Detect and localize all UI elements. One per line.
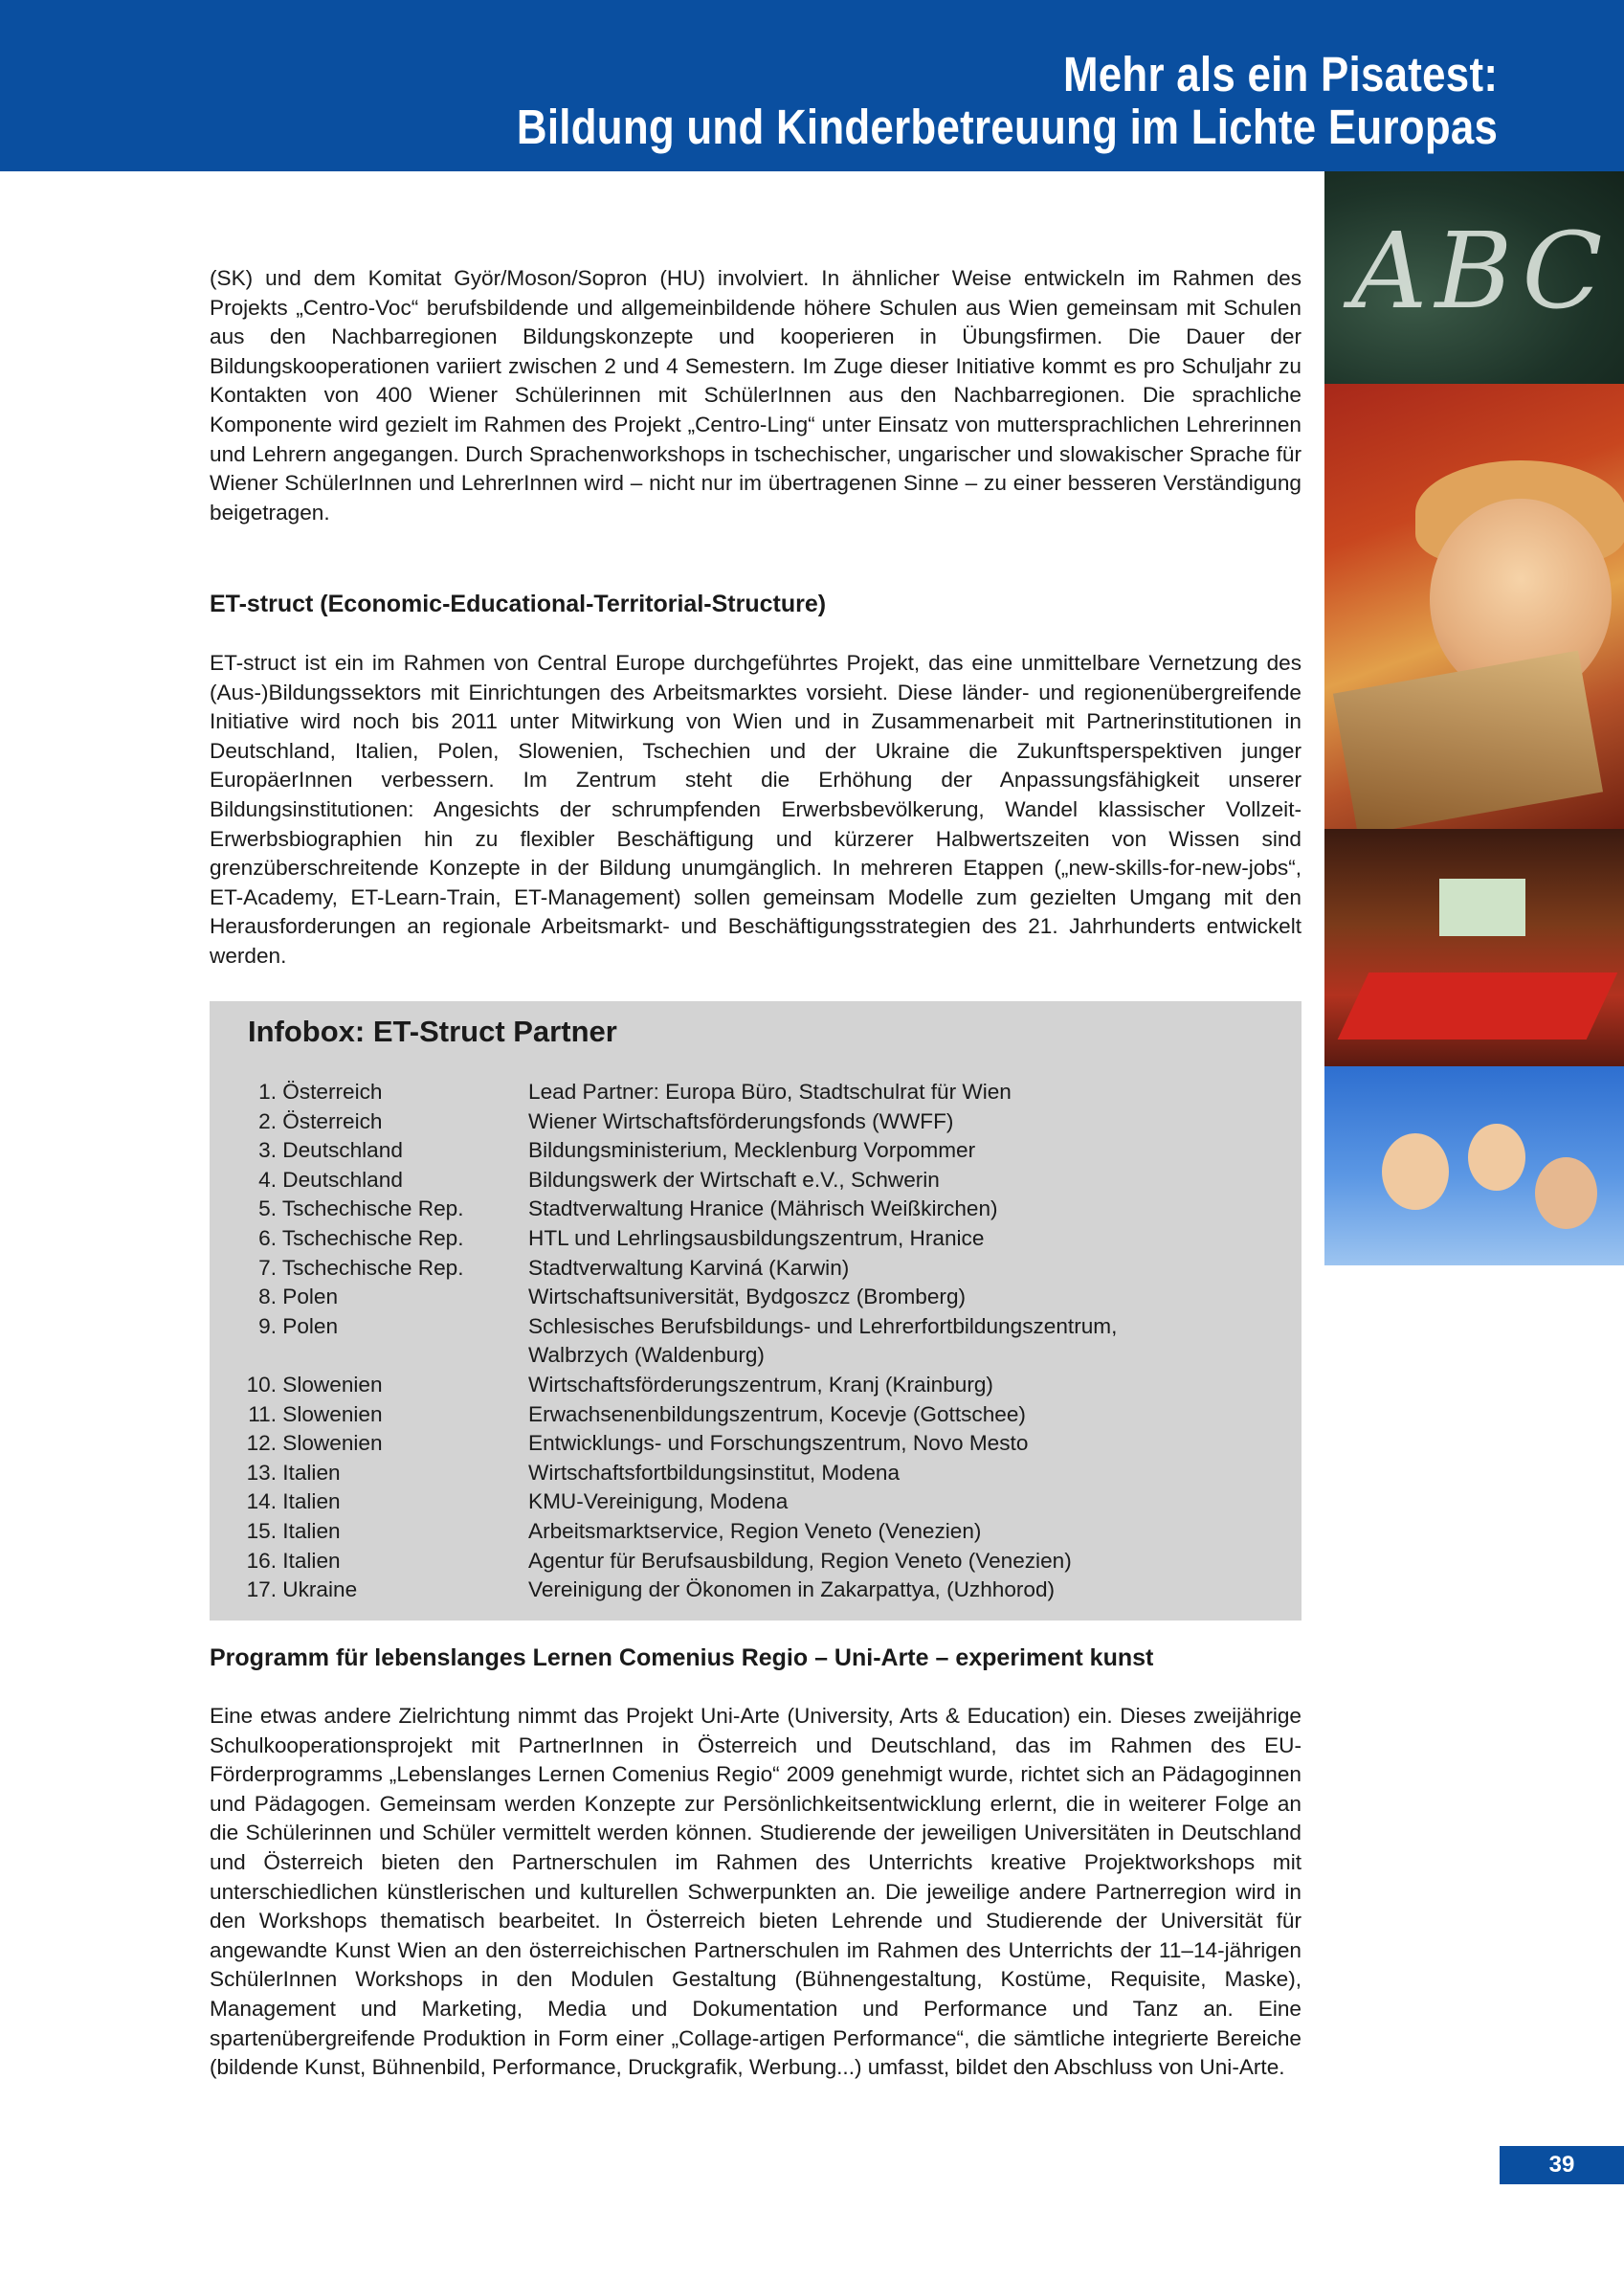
- partner-row: 11. Slowenien Erwachsenenbildungszentrum, Kocevje (Gottschee): [248, 1401, 1026, 1426]
- uniarte-paragraph: Eine etwas andere Zielrichtung nimmt das Projekt Uni-Arte (University, Arts & Education) ein. Dieses zweijährige Schulkooperationsprojekt mit PartnerInnen in Österreich und Deutschland, das im Rahmen des EU-Förderprogramms „Lebenslanges Lernen Comenius Regio“ 2009 genehmigt wurde, richtet sich an Pädagoginnen und Pädagogen. Gemeinsam werden Konzepte zur Persönlichkeitsentwicklung erlernt, die in weiterer Folge an die Schülerinnen und Schüler vermittelt werden können. Studierende der jeweiligen Universitäten in Deutschland und Österreich bieten den Partnerschulen im Rahmen des Unterrichts kreative Projektworkshops mit unterschiedlichen künstlerischen und kulturellen Schwerpunkten an. Die jeweilige andere Partnerregion wird in den Workshops thematisch bearbeitet. In Österreich bieten Lehrende und Studierende der Universität für angewandte Kunst Wien an den österreichischen Partnerschulen im Rahmen des Unterrichts der 11–14-jährigen SchülerInnen Workshops in den Modulen Gestaltung (Bühnengestaltung, Kostüme, Requisite, Maske), Management und Marketing, Media und Dokumentation und Performance und Tanz an. Eine spartenübergreifende Produktion in Form einer „Collage-artigen Performance“, die sämtliche integrierte Bereiche (bildende Kunst, Bühnenbild, Performance, Druckgrafik, Werbung...) umfasst, bildet den Abschluss von Uni-Arte.: [210, 1704, 1301, 2080]
- partner-row: 4. Deutschland Bildungswerk der Wirtschaft e.V., Schwerin: [258, 1167, 940, 1192]
- etstruct-paragraph: ET-struct ist ein im Rahmen von Central Europe durchgeführtes Projekt, das eine unmittelbare Vernetzung des (Aus-)Bildungssektors mit Einrichtungen des Arbeitsmarktes vorsieht. Diese länder- und regionenübergreifende Initiative wird noch bis 2011 unter Mitwirkung von Wien und in Zusammenarbeit mit Partnerinstitutionen in Deutschland, Italien, Polen, Slowenien, Tschechien und der Ukraine die Zukunftsperspektiven junger EuropäerInnen verbessern. Im Zentrum steht die Erhöhung der Anpassungsfähigkeit unserer Bildungsinstitutionen: Angesichts der schrumpfenden Erwerbsbevölkerung, Wandel klassischer Vollzeit-Erwerbsbiographien hin zu flexibler Beschäftigung und kürzerer Halbwertszeiten von Wissen sind grenzüberschreitende Konzepte in der Bildung unumgänglich. In mehreren Etappen („new-skills-for-new-jobs“, ET-Academy, ET-Learn-Train, ET-Management) sollen gemeinsam Modelle zum gezielten Umgang mit den Herausforderungen an regionale Arbeitsmarkt- und Beschäftigungsstrategien des 21. Jahrhunderts entwickelt werden.: [210, 651, 1301, 968]
- uniarte-heading: Programm für lebenslanges Lernen Comenius Regio – Uni-Arte – experiment kunst: [210, 1644, 1154, 1671]
- reading-child-photo: [1324, 384, 1624, 829]
- partner-row: 7. Tschechische Rep. Stadtverwaltung Karviná (Karwin): [258, 1255, 850, 1280]
- page-title: [516, 47, 1498, 155]
- photo-column: [1324, 171, 1624, 1265]
- partner-row: 2. Österreich Wiener Wirtschaftsförderungsfonds (WWFF): [258, 1108, 954, 1133]
- infobox-partners: [210, 1001, 1301, 1621]
- chalkboard-abc-photo: [1324, 171, 1624, 384]
- partner-row: 14. Italien KMU-Vereinigung, Modena: [246, 1489, 789, 1514]
- partner-row: 12. Slowenien Entwicklungs- und Forschungszentrum, Novo Mesto: [246, 1431, 1029, 1456]
- partner-row: 8. Polen Wirtschaftsuniversität, Bydgoszcz (Bromberg): [258, 1285, 967, 1309]
- page-title-line-1: Mehr als ein Pisatest:: [1062, 47, 1498, 101]
- partner-row: 13. Italien Wirtschaftsfortbildungsinstitut, Modena: [246, 1460, 901, 1485]
- partner-row: 6. Tschechische Rep. HTL und Lehrlingsausbildungszentrum, Hranice: [258, 1225, 985, 1250]
- page-number: 39: [1500, 2146, 1624, 2184]
- partner-row: 17. Ukraine Vereinigung der Ökonomen in Zakarpattya, (Uzhhorod): [246, 1577, 1056, 1602]
- header-band: [0, 0, 1624, 171]
- conference-room-photo: [1324, 829, 1624, 1066]
- partner-row: 10. Slowenien Wirtschaftsförderungszentrum, Kranj (Krainburg): [246, 1372, 993, 1397]
- partner-row: 16. Italien Agentur für Berufsausbildung, Region Veneto (Venezien): [246, 1548, 1072, 1573]
- etstruct-block: [210, 649, 1301, 972]
- chalk-lettering: ABC: [1351, 210, 1611, 332]
- intro-block: [210, 264, 1301, 527]
- partner-row: 5. Tschechische Rep. Stadtverwaltung Hranice (Mährisch Weißkirchen): [258, 1196, 998, 1221]
- infobox-title: Infobox: ET-Struct Partner: [248, 1015, 617, 1048]
- uniarte-block: [210, 1702, 1301, 2083]
- partner-row: 15. Italien Arbeitsmarktservice, Region Veneto (Venezien): [246, 1518, 982, 1543]
- cheering-kids-photo: [1324, 1066, 1624, 1265]
- partner-list: [244, 1078, 1278, 1605]
- page-title-line-2: Bildung und Kinderbetreuung im Lichte Europas: [516, 100, 1498, 154]
- intro-paragraph: (SK) und dem Komitat Györ/Moson/Sopron (HU) involviert. In ähnlicher Weise entwickeln im Rahmen des Projekts „Centro-Voc“ berufsbildende und allgemeinbildende höhere Schulen aus Wien gemeinsam mit Schulen aus den Nachbarregionen Bildungskonzepte und kooperieren in Übungsfirmen. Die Dauer der Bildungskooperationen variiert zwischen 2 und 4 Semestern. Im Zuge dieser Initiative kommt es pro Schuljahr zu Kontakten von 400 Wiener Schülerinnen mit SchülerInnen aus den Nachbarregionen. Die sprachliche Komponente wird gezielt im Rahmen des Projekt „Centro-Ling“ unter Einsatz von muttersprachlichen Lehrerinnen und Lehrern angegangen. Durch Sprachenworkshops in tschechischer, ungarischer und slowakischer Sprache für Wiener SchülerInnen und LehrerInnen wird – nicht nur im übertragenen Sinne – zu einer besseren Verständigung beigetragen.: [210, 266, 1301, 525]
- partner-row: 1. Österreich Lead Partner: Europa Büro, Stadtschulrat für Wien: [258, 1080, 1012, 1104]
- etstruct-heading: ET-struct (Economic-Educational-Territorial-Structure): [210, 591, 827, 617]
- partner-row: 3. Deutschland Bildungsministerium, Mecklenburg Vorpommer: [258, 1138, 976, 1163]
- partner-row: 9. Polen Schlesisches Berufsbildungs- und Lehrerfortbildungszentrum, Walbrzych (Waldenburg): [258, 1313, 1118, 1368]
